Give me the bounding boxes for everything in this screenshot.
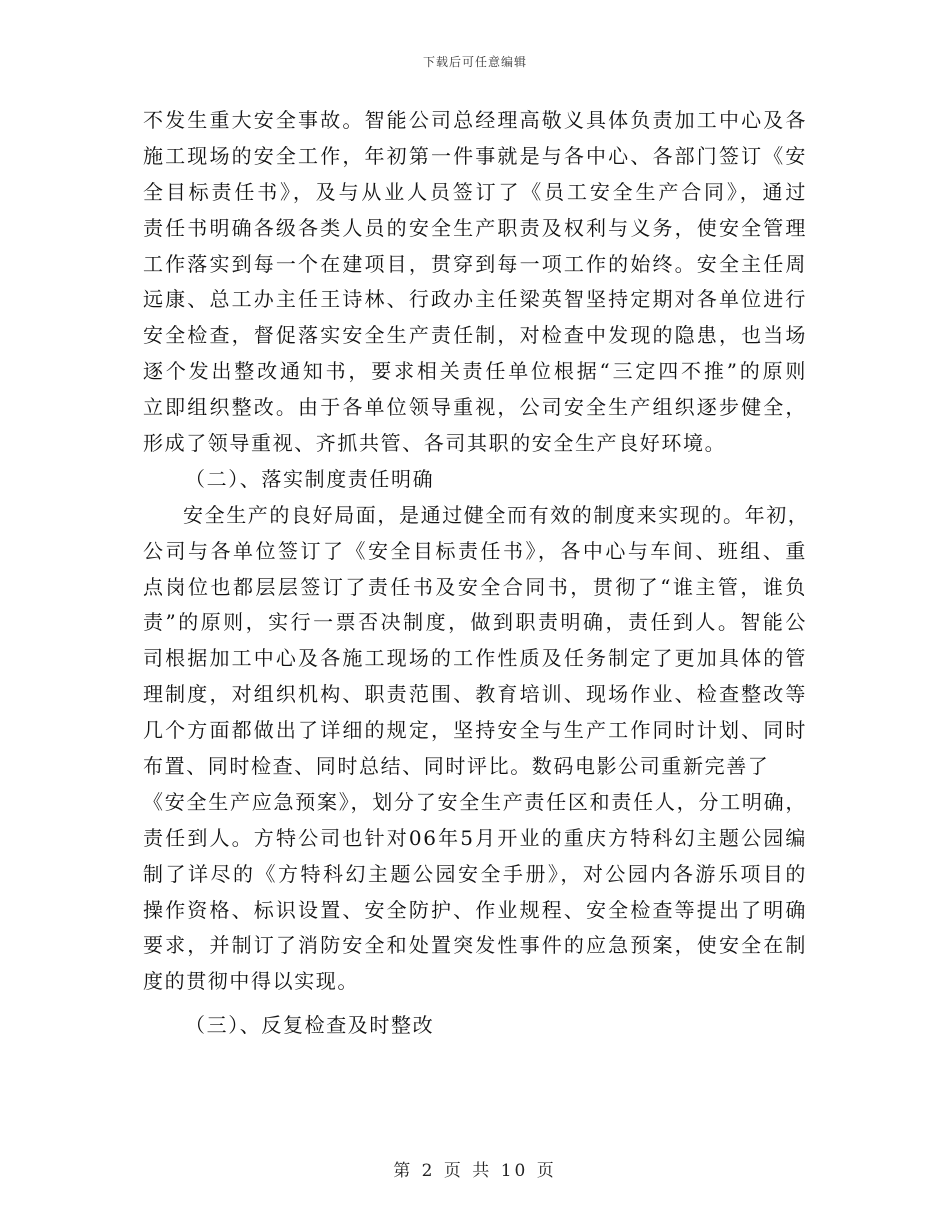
paragraph-line: 几个方面都做出了详细的规定，坚持安全与生产工作同时计划、同时 [143, 718, 807, 743]
paragraph-line: 全目标责任书》，及与从业人员签订了《员工安全生产合同》，通过 [143, 179, 807, 204]
paragraph-line: 形成了领导重视、齐抓共管、各司其职的安全生产良好环境。 [143, 431, 727, 456]
paragraph-line: 逐个发出整改通知书，要求相关责任单位根据“三定四不推”的原则 [143, 359, 807, 384]
paragraph-line: 点岗位也都层层签订了责任书及安全合同书，贯彻了“谁主管，谁负 [143, 574, 807, 599]
page-number-footer: 第 2 页 共 10 页 [393, 1161, 557, 1181]
paragraph-line: 责任到人。方特公司也针对06年5月开业的重庆方特科幻主题公园编 [143, 825, 807, 850]
paragraph-line: 操作资格、标识设置、安全防护、作业规程、安全检查等提出了明确 [143, 897, 807, 922]
paragraph-line: 要求，并制订了消防安全和处置突发性事件的应急预案，使安全在制 [143, 933, 807, 958]
paragraph-line: 理制度，对组织机构、职责范围、教育培训、现场作业、检查整改等 [143, 682, 807, 707]
paragraph-line: 不发生重大安全事故。智能公司总经理高敬义具体负责加工中心及各 [143, 108, 807, 132]
paragraph-line: 安全生产的良好局面，是通过健全而有效的制度来实现的。年初， [183, 502, 810, 527]
paragraph-line: 立即组织整改。由于各单位领导重视，公司安全生产组织逐步健全， [143, 395, 807, 420]
paragraph-line: 公司与各单位签订了《安全目标责任书》，各中心与车间、班组、重 [143, 538, 807, 563]
paragraph-line: 远康、总工办主任王诗林、行政办主任梁英智坚持定期对各单位进行 [143, 287, 807, 312]
paragraph-line: 安全检查，督促落实安全生产责任制，对检查中发现的隐患，也当场 [143, 323, 807, 348]
paragraph-line: 施工现场的安全工作，年初第一件事就是与各中心、各部门签订《安 [143, 143, 807, 168]
section-heading: （二）、落实制度责任明确 [185, 466, 435, 491]
paragraph-line: 《安全生产应急预案》，划分了安全生产责任区和责任人，分工明确， [143, 789, 807, 814]
paragraph-line: 制了详尽的《方特科幻主题公园安全手册》，对公园内各游乐项目的 [143, 861, 807, 886]
section-heading: （三）、反复检查及时整改 [185, 1013, 435, 1038]
paragraph-line: 布置、同时检查、同时总结、同时评比。数码电影公司重新完善了 [143, 754, 770, 779]
page-header: 下载后可任意编辑 [422, 55, 527, 69]
paragraph-line: 工作落实到每一个在建项目，贯穿到每一项工作的始终。安全主任周 [143, 251, 807, 276]
paragraph-line: 责任书明确各级各类人员的安全生产职责及权利与义务，使安全管理 [143, 215, 807, 240]
paragraph-line: 司根据加工中心及各施工现场的工作性质及任务制定了更加具体的管 [143, 646, 807, 671]
paragraph-line: 责”的原则，实行一票否决制度，做到职责明确，责任到人。智能公 [143, 610, 807, 635]
document-body [143, 103, 810, 1044]
paragraph-line: 度的贯彻中得以实现。 [143, 969, 359, 994]
